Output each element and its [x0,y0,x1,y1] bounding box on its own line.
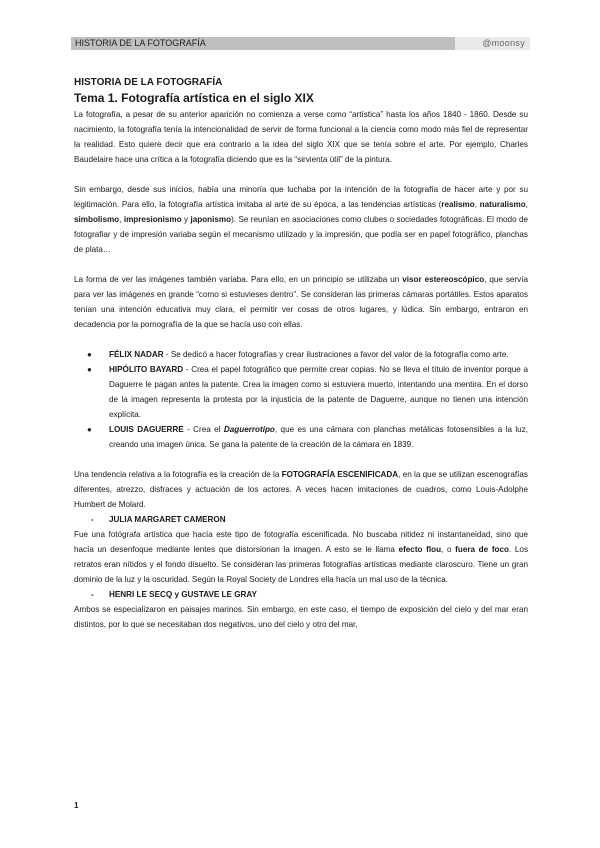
paragraph-tendencies: Sin embargo, desde sus inicios, había una minoría que luchaba por la intención de la fotografía de hacer arte y por su legitimación. Para ello, la fotografía artística imitaba al arte de su época, a las tendencias artísticas (realismo, naturalismo, simbolismo, impresionismo y japonismo). Se reunían en asociaciones como clubes o sociedades fotográficas. El modo de fotografiar y de impresión variaba según el mecanismo utilizado y la impresión, que podía ser en papel fotográfico, planchas de plata… [74,185,529,254]
document-title: HISTORIA DE LA FOTOGRAFÍA [74,77,223,88]
list-item: ● HIPÓLITO BAYARD - Crea el papel fotográfico que permite crear copias. No se lleva el título de inventor porque a Daguerre le pagan antes la patente. Crea la imagen como si estuviera muerto, intentando una mentira. En el dorso de la imagen representa la protesta por la injusticia de la patente de Daguerre, aunque no tienen una intención explícita. [74,362,528,422]
paragraph-marine-landscapes: Ambos se especializaron en paisajes marinos. Sin embargo, en este caso, el tiempo de exposición del cielo y del mar eran distintos, por lo que se necesitaban dos negativos, uno del cielo y otro del mar, [74,605,528,629]
section-title: Tema 1. Fotografía artística en el siglo XIX [74,91,314,105]
subheading-cameron: - JULIA MARGARET CAMERON [74,512,528,527]
document-body [74,76,528,632]
list-item: ● FÉLIX NADAR - Se dedicó a hacer fotografías y crear ilustraciones a favor del valor de la fotografía como arte. [74,347,528,362]
subheading-le-secq-le-gray: - HENRI LE SECQ y GUSTAVE LE GRAY [74,587,528,602]
pioneers-list [74,347,528,452]
page-number: 1 [74,801,79,810]
list-item: ● LOUIS DAGUERRE - Crea el Daguerrotipo, que es una cámara con planchas metálicas fotosensibles a la luz, creando una imagen única. Se gana la patente de la creación de la cámara en 1839. [74,422,528,452]
page-header [71,37,530,50]
header-title: HISTORIA DE LA FOTOGRAFÍA [71,37,455,50]
paragraph-staged-photography: Una tendencia relativa a la fotografía es la creación de la FOTOGRAFÍA ESCENIFICADA, en la que se utilizan escenografías diferentes, atrezzo, disfraces y actuación de los actores. A veces hacen imitaciones de cuadros, como Louis-Adolphe Humbert de Molard. [74,470,528,509]
header-author: @moonsy [455,37,530,50]
paragraph-intro: La fotografía, a pesar de su anterior aparición no comienza a verse como “artística” hasta los años 1840 - 1860. Desde su nacimiento, la fotografía tenía la intencionalidad de servir de forma funcional a la ciencia como modo más fiel de representar la realidad. Esto quiere decir que era contrario a la idea del siglo XIX que se tenía sobre el arte. Por ejemplo, Charles Baudelaire hace una crítica a la fotografía diciendo que es la “sirvienta útil” de la pintura. [74,110,528,164]
paragraph-stereoscope: La forma de ver las imágenes también variaba. Para ello, en un principio se utilizaba un visor estereoscópico, que servía para ver las imágenes en grande “como si estuvieses dentro”. Se consideran las primeras cámaras portátiles. Estos aparatos tenían una intención educativa muy clara, el permitir ver cosas de otros lugares, y lúdica. Sin embargo, entraron en decadencia por la pornografía de la que se hacía uso con ellas. [74,275,528,329]
paragraph-cameron: Fue una fotógrafa artística que hacía este tipo de fotografía escenificada. No buscaba nitidez ni instantaneidad, sino que hacía un desenfoque mediante lentes que distorsionan la imagen. A esto se le llama efecto flou, o fuera de foco. Los retratos eran nítidos y el fondo disuelto. Se consideran las primeras fotografías artísticas mediante claroscuro. Tiene un gran dominio de la luz y la oscuridad. Según la Royal Society de Londres ella hacía un mal uso de la técnica. [74,530,529,584]
